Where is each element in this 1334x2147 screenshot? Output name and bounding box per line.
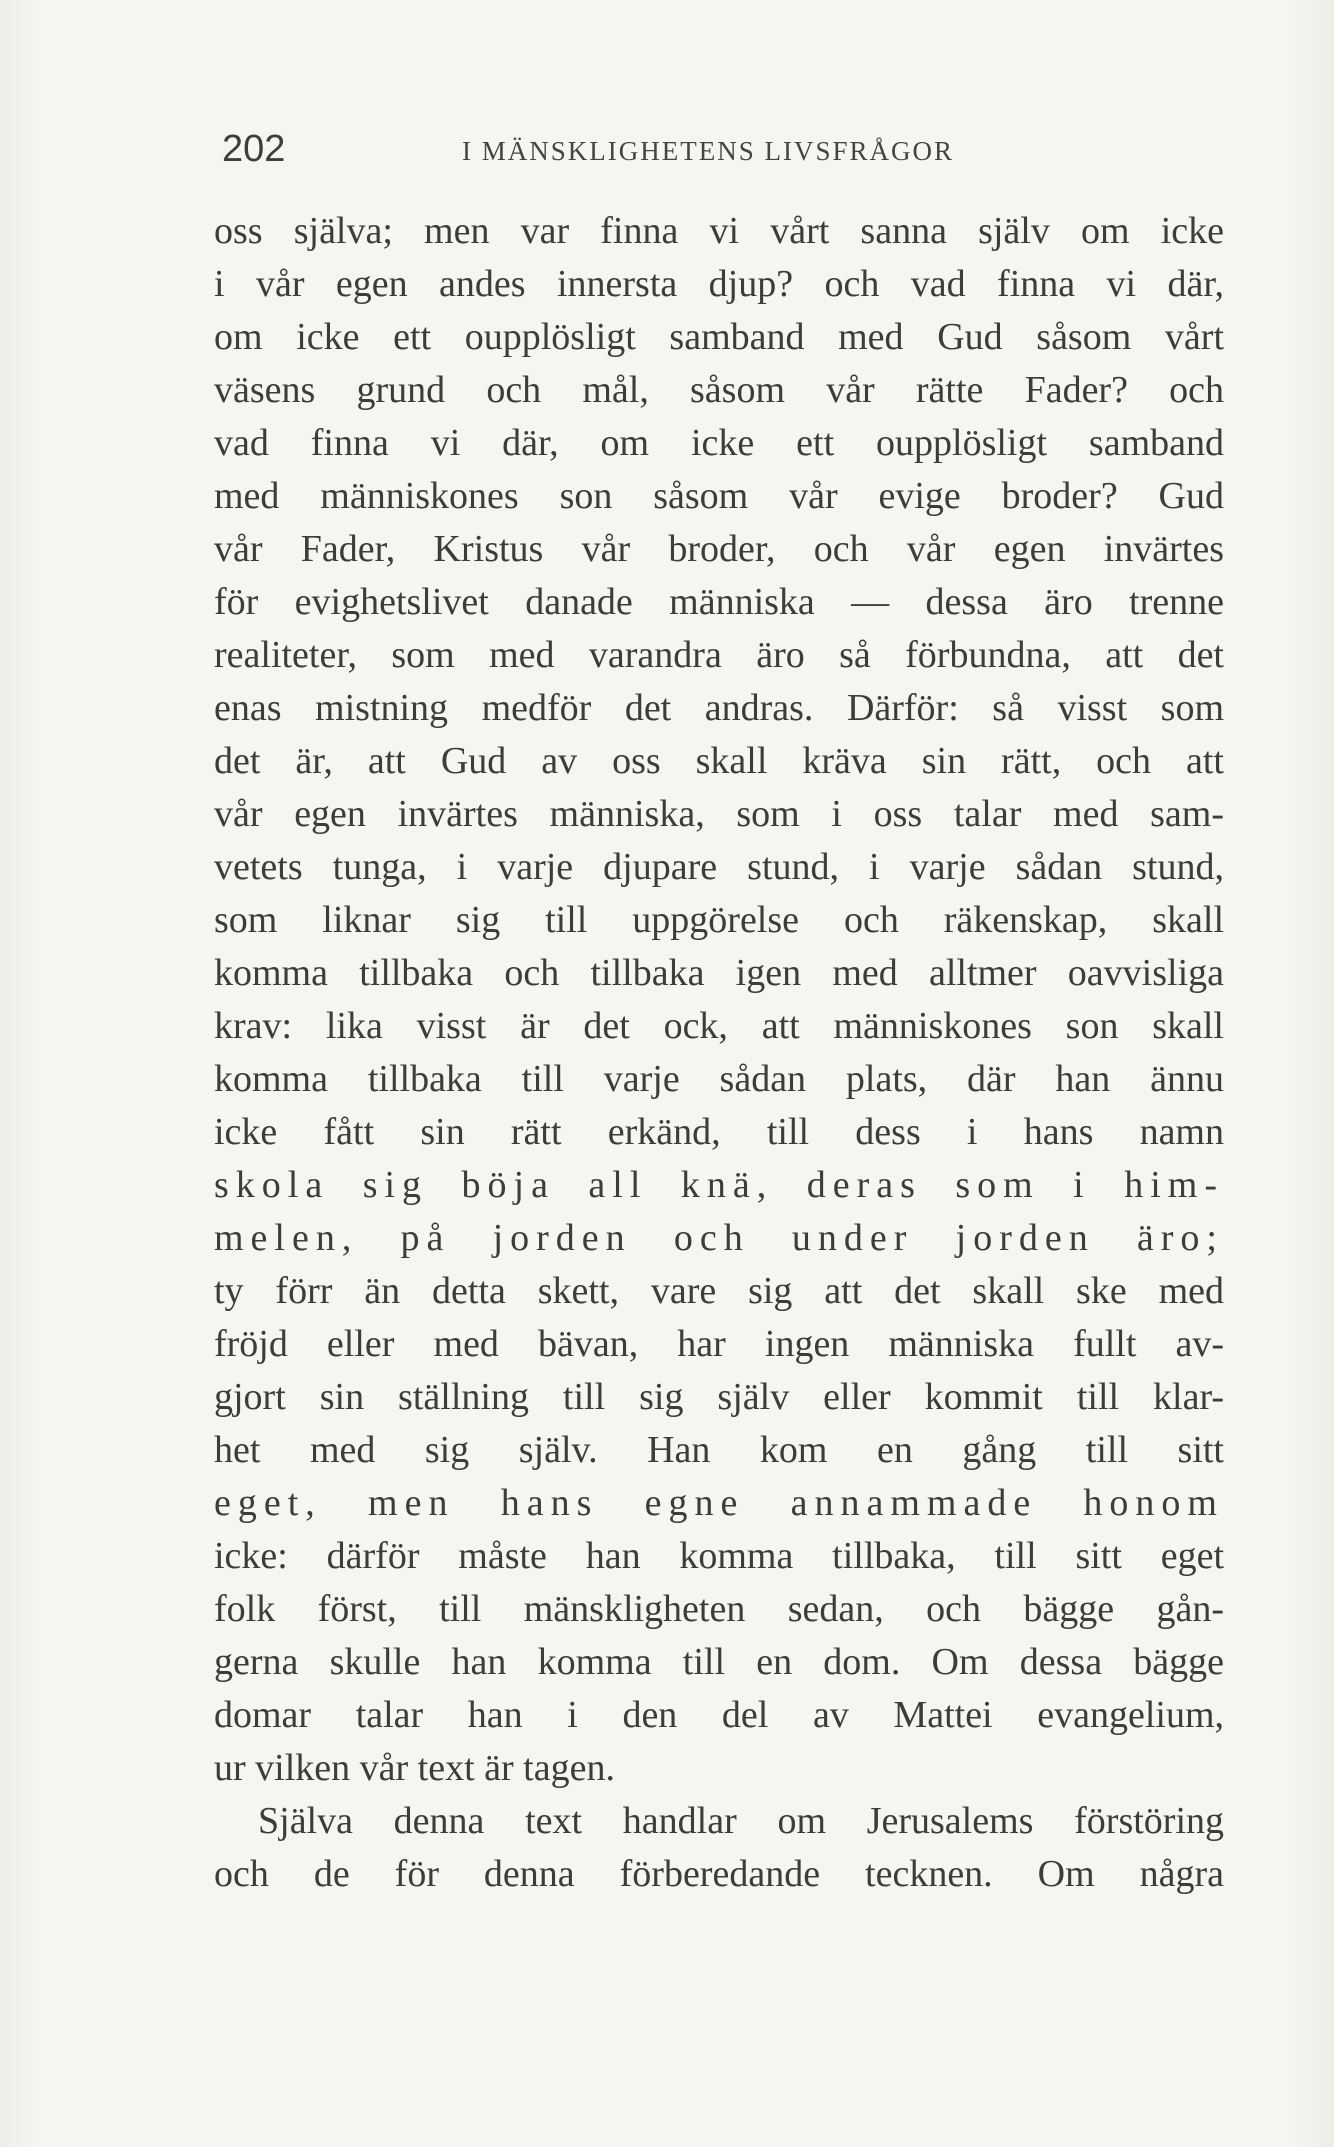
text-line: ur vilken vår text är tagen.	[214, 1747, 615, 1789]
text-line: realiteter, som med varandra äro så förbundna, att det	[214, 634, 1224, 676]
text-line: som liknar sig till uppgörelse och räkenskap, skall	[214, 899, 1224, 941]
text-line: icke fått sin rätt erkänd, till dess i hans namn	[214, 1111, 1224, 1153]
text-line: melen, på jorden och under jorden äro;	[214, 1217, 1224, 1259]
text-line: folk först, till mänskligheten sedan, och bägge gån-	[214, 1588, 1224, 1630]
text-line: icke: därför måste han komma tillbaka, till sitt eget	[214, 1535, 1224, 1577]
running-head: I MÄNSKLIGHETENS LIVSFRÅGOR	[462, 136, 955, 166]
text-line: med människones son såsom vår evige broder? Gud	[214, 475, 1224, 517]
text-line: komma tillbaka och tillbaka igen med alltmer oavvisliga	[214, 952, 1224, 994]
text-line: enas mistning medför det andras. Därför: så visst som	[214, 687, 1224, 729]
page-number: 202	[222, 128, 286, 170]
text-line: vår egen invärtes människa, som i oss talar med sam-	[214, 793, 1224, 835]
text-line: för evighetslivet danade människa — dessa äro trenne	[214, 581, 1224, 623]
page-header	[222, 128, 1222, 188]
text-line: vår Fader, Kristus vår broder, och vår egen invärtes	[214, 528, 1224, 570]
text-line: ty förr än detta skett, vare sig att det skall ske med	[214, 1270, 1224, 1312]
text-line: om icke ett oupplösligt samband med Gud såsom vårt	[214, 316, 1224, 358]
body-text	[214, 205, 1234, 1901]
text-line: skola sig böja all knä, deras som i him-	[214, 1164, 1224, 1206]
text-line: domar talar han i den del av Mattei evangelium,	[214, 1694, 1224, 1736]
text-line: det är, att Gud av oss skall kräva sin rätt, och att	[214, 740, 1224, 782]
text-line: väsens grund och mål, såsom vår rätte Fader? och	[214, 369, 1224, 411]
text-line: gerna skulle han komma till en dom. Om dessa bägge	[214, 1641, 1224, 1683]
text-line: krav: lika visst är det ock, att människones son skall	[214, 1005, 1224, 1047]
text-line: Själva denna text handlar om Jerusalems förstöring	[258, 1800, 1224, 1842]
text-line: vad finna vi där, om icke ett oupplösligt samband	[214, 422, 1224, 464]
text-line: oss själva; men var finna vi vårt sanna själv om icke	[214, 210, 1224, 252]
text-line: het med sig själv. Han kom en gång till sitt	[214, 1429, 1224, 1471]
text-line: eget, men hans egne annammade honom	[214, 1482, 1224, 1524]
text-line: vetets tunga, i varje djupare stund, i varje sådan stund,	[214, 846, 1224, 888]
text-line: i vår egen andes innersta djup? och vad finna vi där,	[214, 263, 1224, 305]
text-line: och de för denna förberedande tecknen. Om några	[214, 1853, 1224, 1895]
text-line: fröjd eller med bävan, har ingen människa fullt av-	[214, 1323, 1224, 1365]
text-line: gjort sin ställning till sig själv eller kommit till klar-	[214, 1376, 1224, 1418]
text-line: komma tillbaka till varje sådan plats, där han ännu	[214, 1058, 1224, 1100]
